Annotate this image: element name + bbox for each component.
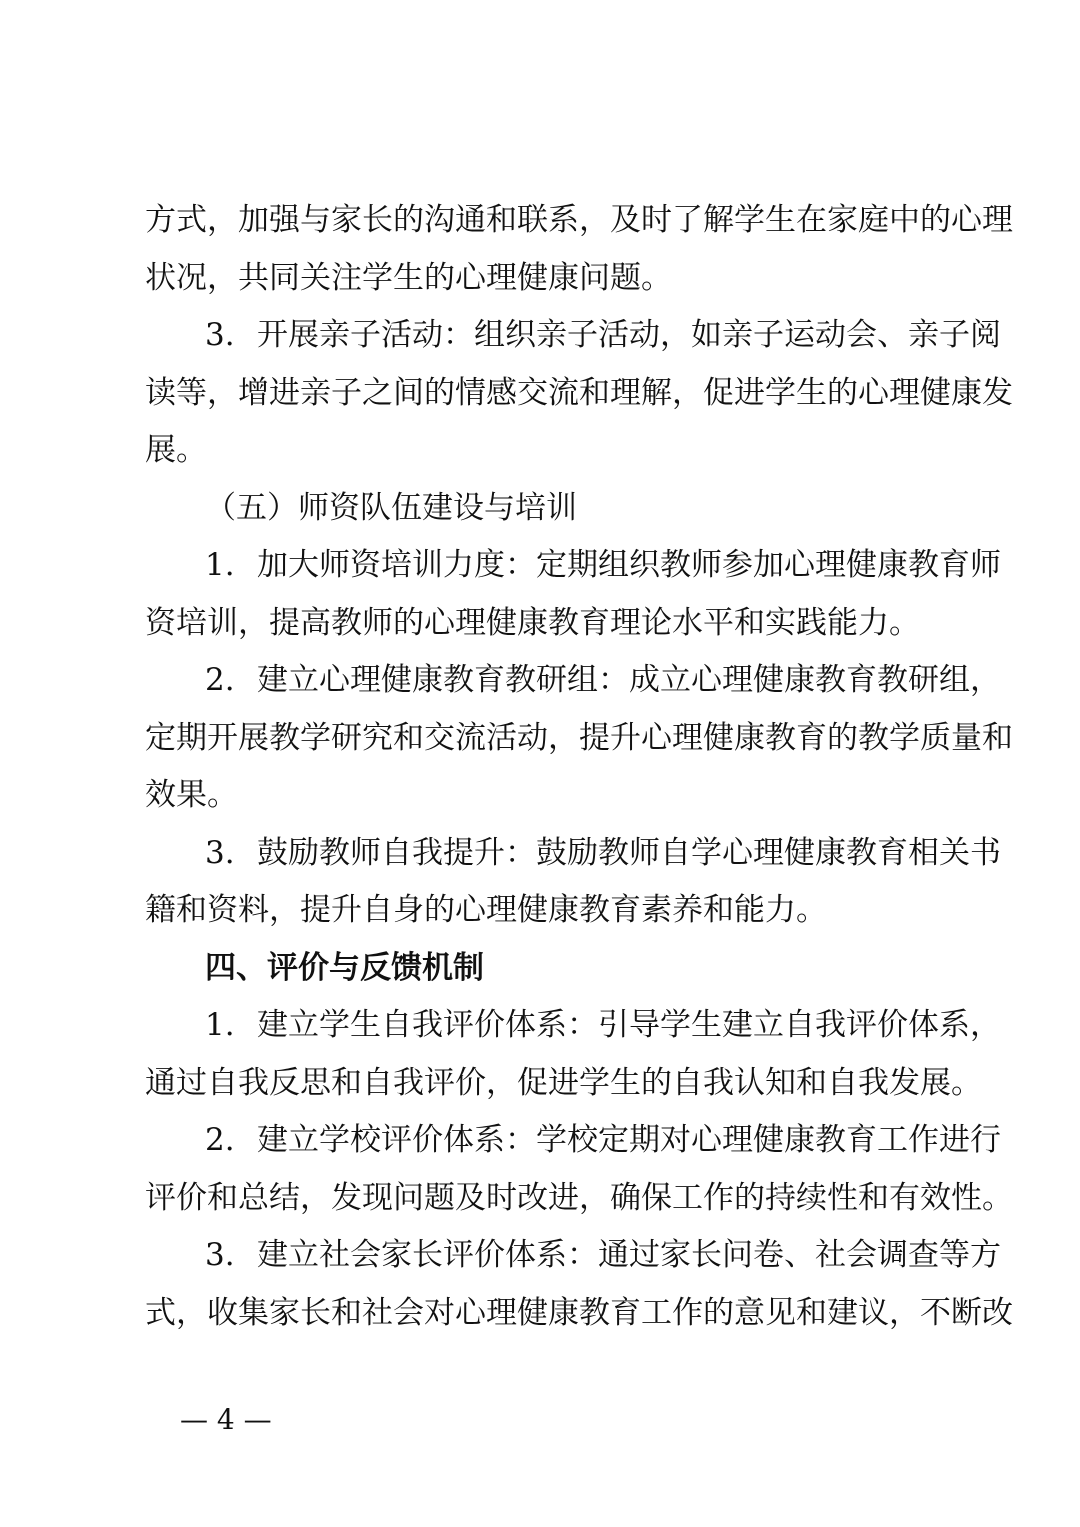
list-item-line — [205, 1005, 1001, 1045]
body-line: 展。 — [145, 432, 207, 468]
body-line: 评价和总结，发现问题及时改进，确保工作的持续性和有效性。 — [145, 1180, 1013, 1216]
body-line: 读等，增进亲子之间的情感交流和理解，促进学生的心理健康发 — [145, 375, 1013, 411]
list-number: 3. — [205, 317, 235, 353]
list-item-text: 建立社会家长评价体系：通过家长问卷、社会调查等方 — [257, 1237, 1001, 1273]
body-line: 通过自我反思和自我评价，促进学生的自我认知和自我发展。 — [145, 1065, 982, 1101]
body-line: 资培训，提高教师的心理健康教育理论水平和实践能力。 — [145, 605, 920, 641]
page-number: — 4 — — [180, 1403, 272, 1436]
list-number: 1. — [205, 547, 235, 583]
body-line: 方式，加强与家长的沟通和联系，及时了解学生在家庭中的心理 — [145, 202, 1013, 238]
body-line: 状况，共同关注学生的心理健康问题。 — [145, 260, 672, 296]
list-number: 2. — [205, 662, 235, 698]
list-item-text: 加大师资培训力度：定期组织教师参加心理健康教育师 — [257, 547, 1001, 583]
list-item-text: 开展亲子活动：组织亲子活动，如亲子运动会、亲子阅 — [257, 317, 1001, 353]
list-item-text: 建立学校评价体系：学校定期对心理健康教育工作进行 — [257, 1122, 1001, 1158]
list-number: 1. — [205, 1007, 235, 1043]
body-line: 式，收集家长和社会对心理健康教育工作的意见和建议，不断改 — [145, 1295, 1013, 1331]
list-number: 3. — [205, 835, 235, 871]
body-line: 定期开展教学研究和交流活动，提升心理健康教育的教学质量和 — [145, 720, 1013, 756]
section-heading: 四、评价与反馈机制 — [205, 950, 484, 986]
list-item-line — [205, 545, 1001, 585]
list-item-line — [205, 1235, 1001, 1275]
list-item-line — [205, 1120, 1001, 1160]
list-item-line — [205, 833, 1001, 873]
body-line: 籍和资料，提升自身的心理健康教育素养和能力。 — [145, 892, 827, 928]
subsection-heading: （五）师资队伍建设与培训 — [205, 490, 577, 526]
body-line: 效果。 — [145, 777, 238, 813]
list-item-line — [205, 315, 1001, 355]
list-item-line — [205, 660, 1001, 700]
list-item-text: 鼓励教师自我提升：鼓励教师自学心理健康教育相关书 — [257, 835, 1001, 871]
list-item-text: 建立心理健康教育教研组：成立心理健康教育教研组， — [257, 662, 1001, 698]
list-number: 2. — [205, 1122, 235, 1158]
list-number: 3. — [205, 1237, 235, 1273]
list-item-text: 建立学生自我评价体系：引导学生建立自我评价体系， — [257, 1007, 1001, 1043]
